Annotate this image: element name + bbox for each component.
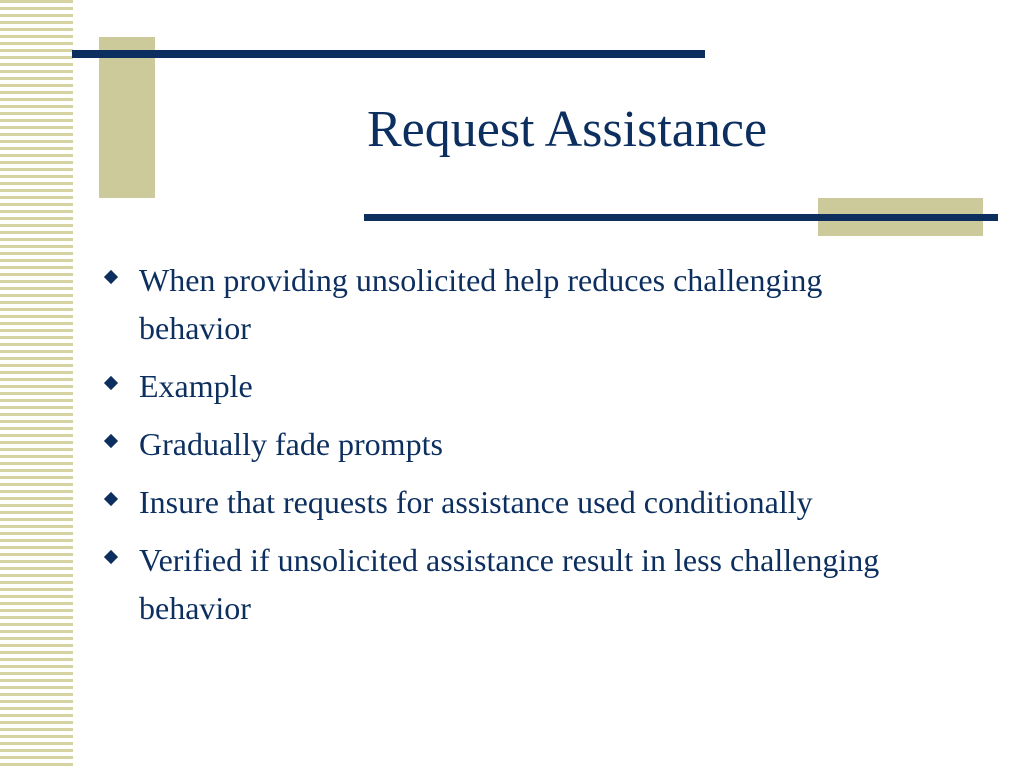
diamond-bullet-icon — [104, 492, 118, 506]
diamond-bullet-icon — [104, 376, 118, 390]
bullet-text: When providing unsolicited help reduces challenging behavior — [139, 262, 823, 346]
bullet-item — [102, 420, 902, 468]
top-navy-rule — [72, 50, 705, 58]
bullet-item — [102, 478, 902, 526]
diamond-bullet-icon — [104, 270, 118, 284]
bottom-navy-rule — [364, 214, 998, 221]
bullet-list — [102, 256, 902, 642]
diamond-bullet-icon — [104, 434, 118, 448]
bullet-item — [102, 362, 902, 410]
bullet-item — [102, 256, 902, 352]
slide-title: Request Assistance — [366, 101, 768, 158]
left-stripe-decoration — [0, 0, 73, 768]
diamond-bullet-icon — [104, 550, 118, 564]
bullet-text: Example — [139, 368, 253, 404]
top-khaki-block — [99, 37, 155, 198]
bullet-item — [102, 536, 902, 632]
bullet-text: Insure that requests for assistance used conditionally — [139, 484, 813, 520]
bullet-text: Verified if unsolicited assistance result in less challenging behavior — [139, 542, 880, 626]
bullet-text: Gradually fade prompts — [139, 426, 443, 462]
